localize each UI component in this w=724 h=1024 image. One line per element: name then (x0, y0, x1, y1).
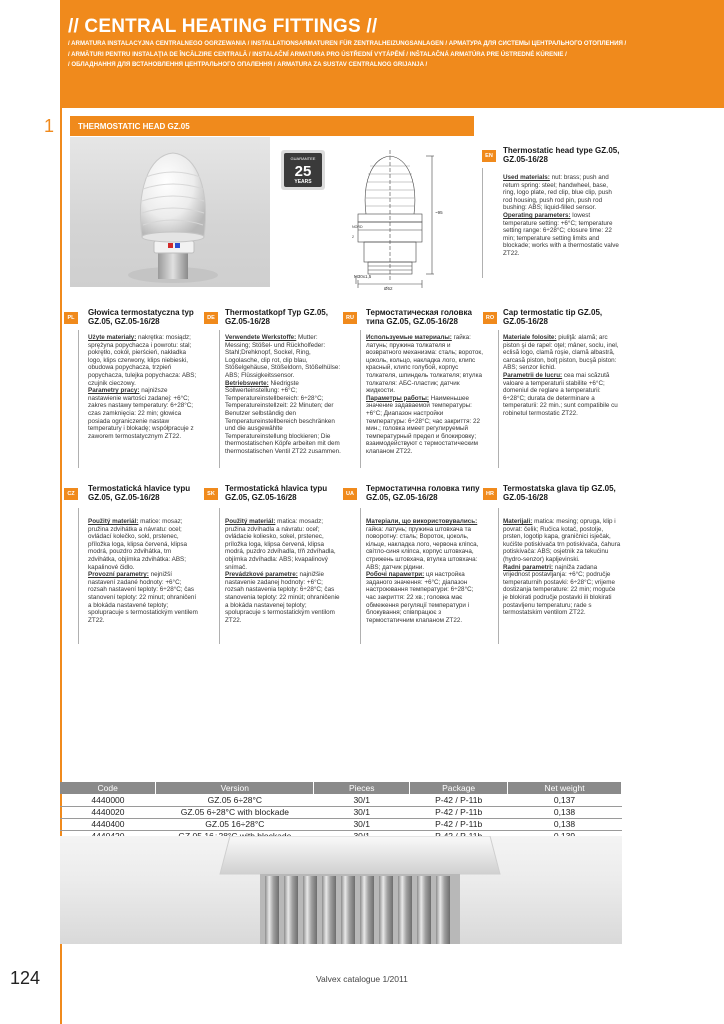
hr-materials-text: matica: mesing; opruga, klip i povrat: čelik; Ručica kotač, postolje, prsten, logotip kapa, graničnici isječak, kućište potiskivača trn potiskivača, čahura potiskivača: ABS; osjetnik za tekućinu (hydro-senzor) kapljevinski. (503, 518, 621, 563)
hr-materials-label: Materijali: (503, 518, 533, 525)
page-header (60, 0, 724, 108)
en-materials-text: nut: brass; push and return spring: steel; handwheel, base, ring, logo plate, red clip, blue clip, push rod housing, push rod pin, push rod bushing: ABS; liquid-filled sensor. (503, 174, 612, 212)
cell-package: P-42 / P-11b (410, 794, 508, 806)
drawing-mark-nord: NORD (352, 225, 363, 229)
cell-net-weight: 0,137 (508, 794, 622, 806)
ro-params-text: cea mai scăzută valoare a temperaturii stabilite +6°C; domeniul de reglare a temperaturii: 6÷28°C; durata de determinare a temperaturii: 22 min.; sunt compatibile cu robinetul termostatic ZT22. (503, 371, 618, 417)
lang-tag-sk: SK (204, 488, 218, 500)
de-body (225, 334, 343, 456)
pl-params-text: najniższe nastawienie wartości zadanej: +6°C; zakres nastawy temperatury: 6÷28°C; czas zamknięcia: 22 min; głowica posiada ograniczenie nastaw temperatury i blokadę; współpracuje z zaworem termostatycznym ZT22. (88, 387, 194, 440)
table-row (60, 806, 622, 818)
cell-code: 4440020 (60, 806, 156, 818)
ro-separator (498, 330, 499, 468)
product-photo (70, 137, 270, 287)
bottom-product-closeup (60, 836, 622, 944)
de-title: Thermostatkopf Typ GZ.05, GZ.05-16/28 (225, 308, 328, 327)
en-title: Thermostatic head type GZ.05, GZ.05-16/28 (503, 146, 620, 165)
pl-body (88, 334, 198, 440)
header-subtitle-line-2: / ARMĂTURI PENTRU INSTALAŢIA DE ÎNCĂLZIRE CENTRALĂ / INSTALAČNÍ ARMATURA PRO ÚSTŘEDNÍ VYTÁPĚNÍ / INŠTALAČNÁ ARMATÚRA PRE ÚSTREDNÉ KÚRENIE / (68, 50, 567, 58)
hr-params-text: najniža zadana vrijednost postavljanja: +6°C; područje temperaturnih postavki: 6÷28°C; vrijeme dostizanja temperature: 22 min; moguće je blokirati područje postavki ili blokirati postavljenu temperaturu; rade s termostatskim ventilom ZT22. (503, 563, 616, 617)
cell-version: GZ.05 6÷28°C (156, 794, 314, 806)
dimension-height: ~95 (435, 210, 443, 215)
sk-separator (219, 508, 220, 644)
en-params-text: lowest temperature setting: +6°C; temperature setting range: 6÷28°C; closure time: 22 min; temperature setting limits and blockade; works with a thermostatic valve ZT22. (503, 211, 619, 257)
section-title-bar (70, 116, 474, 136)
lang-tag-pl: PL (64, 312, 78, 324)
product-table (60, 782, 622, 843)
en-materials-label: Used materials: (503, 174, 550, 181)
hr-params-label: Radni parametri: (503, 563, 554, 571)
drawing-mark-2: 2 (352, 235, 354, 239)
sk-params-label: Prevádzkové parametre: (225, 571, 298, 579)
ua-materials-label: Матеріали, що використовувались: (366, 518, 478, 525)
pl-params-label: Parametry pracy: (88, 387, 140, 395)
section-title: THERMOSTATIC HEAD GZ.05 (78, 122, 190, 131)
col-header-package: Package (410, 782, 508, 794)
cz-params-label: Provozní parametry: (88, 571, 149, 579)
ru-separator (360, 330, 361, 468)
ua-params-label: Робочі параметри: (366, 571, 425, 579)
lang-tag-hr: HR (483, 488, 497, 500)
page-number: 124 (10, 968, 41, 988)
ua-separator (360, 508, 361, 644)
cz-materials-text: matice: mosaz; pružina zdvihátka a návratu: ocel; ovládací kolečko, sokl, prstenec, příložka loga, klipsa červená, klipsa modrá, pouzdro zdvihátka, trn zdvihátka, objímka zdvihátka: ABS; kapalinové čidlo. (88, 518, 188, 571)
en-params-label: Operating parameters: (503, 211, 571, 219)
col-header-version: Version (156, 782, 314, 794)
cell-pieces: 30/1 (314, 794, 410, 806)
hr-title: Termostatska glava tip GZ.05, GZ.05-16/28 (503, 484, 616, 503)
ru-materials-text: гайка: латунь; пружина толкателя и возвратного механизма: сталь; вороток, цоколь, кольцо, накладка лого, клипс красный, клипс голубой, корпус толкателя, шпиндель толкателя; втулка толкателя: АБС-пластик; датчик жидкости. (366, 334, 483, 395)
de-materials-text: Mutter: Messing; Stößel- und Rückholfeder: Stahl;Drehknopf, Sockel, Ring, Logolasche, clip rot, clip blau, Stößelgehäuse, Stößeldorn, Stößelhülse: ABS; Flüssigkeitssensor. (225, 334, 341, 379)
ro-body (503, 334, 621, 418)
badge-top-text: GUARANTEE (290, 156, 316, 161)
cz-materials-label: Použitý materiál: (88, 518, 139, 525)
cz-body (88, 518, 198, 624)
ro-title: Cap termostatic tip GZ.05, GZ.05-16/28 (503, 308, 603, 327)
en-separator (482, 168, 483, 278)
cell-net-weight: 0,138 (508, 806, 622, 818)
cell-version: GZ.05 16÷28°C (156, 818, 314, 830)
page-title: // CENTRAL HEATING FITTINGS // (68, 16, 378, 37)
cell-net-weight: 0,138 (508, 818, 622, 830)
ru-materials-label: Используемые материалы: (366, 334, 452, 341)
ro-materials-text: piuliţă: alamă; arc piston şi de rapel: oţel; mâner, soclu, inel, eclisă logo, clamă roşie, clamă albastră, carcasă piston, bolţ piston, bucşă piston: ABS; senzor lichid. (503, 334, 619, 372)
table-header-row (60, 782, 622, 794)
col-header-net-weight: Net weight (508, 782, 622, 794)
sk-body (225, 518, 343, 624)
cell-package: P-42 / P-11b (410, 818, 508, 830)
cz-separator (78, 508, 79, 644)
cell-version: GZ.05 6÷28°C with blockade (156, 806, 314, 818)
lang-tag-ro: RO (483, 312, 497, 324)
ro-materials-label: Materiale folosite: (503, 334, 557, 341)
pl-title: Głowica termostatyczna typ GZ.05, GZ.05-16/28 (88, 308, 194, 327)
lang-tag-en: EN (482, 150, 496, 162)
de-params-text: Niedrigste Sollwerteinstellung: +6°C; Temperatureinstellbereich: 6÷28°C; Temperatureinstellzeit: 22 Minuten; der Benutzer selbständig den Temperatureinstellbereich beschränken und die ausgewählte Temperatureinstellung blockieren; Die thermostatischen Köpfe arbeiten mit dem thermostatischen Ventil ZT22 zusammen. (225, 379, 341, 455)
ru-params-text: Наименьшее значение задаваемой температуры: +6°C; Диапазон настройки температуры: 6÷28°C; час закриття: 22 мин.; головка имеет регулируемый температурный предел и блокировку; взаимодействуют с термостатическим клапаном ZT22. (366, 394, 481, 455)
de-params-label: Betriebswerte: (225, 379, 269, 387)
ua-params-text: ця настройка заданого значення: +6°C; діапазон настроювання температури: 6÷28°C; час закриття: 22 хв.; головка має обмеження регуляції температури і блокування; співпрацює з термостатичним клапаном ZT22. (366, 571, 474, 624)
sk-params-text: najnižšie nastavenie zadanej hodnoty: +6°C; rozsah nastavenia teploty: 6÷28°C; čas stanovenia teploty: 22 minút; ohraničenie a blokáda nastavenej teploty; spolupracuje s termostatickým ventilom ZT22. (225, 571, 340, 624)
de-materials-label: Verwendete Werkstoffe: (225, 334, 297, 341)
dimension-diameter: Ø52 (384, 286, 393, 291)
sk-materials-text: matica: mosadz; pružina zdvíhadla a návratu: oceľ; ovládacie koliesko, sokel, prstenec, príložka loga, klipsa červená, klipsa modrá, puzdro zdvíhadla, tŕň zdvíhadla, objímka zdvíhadla: ABS; kvapalinový snímač. (225, 518, 336, 571)
section-number: 1 (44, 116, 55, 136)
technical-drawing (338, 144, 478, 292)
thermostatic-head-image (70, 137, 270, 287)
ro-params-label: Parametrii de lucru: (503, 371, 563, 379)
lang-tag-ua: UA (343, 488, 357, 500)
cell-code: 4440000 (60, 794, 156, 806)
ua-materials-text: гайка: латунь; пружина штовхача та поворотну: сталь; Вороток, цоколь, кільце, накладка лого, червона кліпса, світло-синя кліпса, корпус штовхача, стрижень штовхача, втулка штовхача: ABS; датчик рідини. (366, 525, 479, 571)
sk-materials-label: Použitý materiál: (225, 518, 276, 525)
ru-body (366, 334, 484, 456)
pl-separator (78, 330, 79, 468)
guarantee-badge (281, 150, 325, 190)
cell-code: 4440400 (60, 818, 156, 830)
cz-params-text: nejnižší nastavení zadané hodnoty: +6°C; rozsah nastavení teploty: 6÷28°C; čas stanovení teploty: 22 minut; ohraničení a blokáda nastavené teploty; spolupracuje s termostatickým ventilem ZT22. (88, 571, 198, 624)
hr-body (503, 518, 621, 617)
header-subtitle-line-1: / ARMATURA INSTALACYJNA CENTRALNEGO OGRZEWANIA / INSTALLATIONSARMATUREN FÜR ZENTRALHEIZUNGSANLAGEN / АРМАТУРА ДЛЯ СИСТЕМЫ ЦЕНТРАЛЬНОГО ОТОПЛЕНИЯ / (68, 40, 627, 47)
ua-body (366, 518, 484, 624)
ru-title: Термостатическая головка типа GZ.05, GZ.05-16/28 (366, 308, 472, 327)
ru-params-label: Параметры работы: (366, 394, 429, 402)
cell-pieces: 30/1 (314, 818, 410, 830)
catalogue-label: Valvex catalogue 1/2011 (316, 974, 408, 984)
cell-pieces: 30/1 (314, 806, 410, 818)
header-subtitle-line-3: / ОБЛАДНАННЯ ДЛЯ ВСТАНОВЛЕННЯ ЦЕНТРАЛЬНОГО ОПАЛЕННЯ / ARMATURA ZA SUSTAV CENTRALNOG GRIJANJA / (68, 61, 428, 69)
cell-package: P-42 / P-11b (410, 806, 508, 818)
pl-materials-label: Użyte materiały: (88, 334, 137, 341)
table-row (60, 818, 622, 830)
badge-bottom-text: YEARS (294, 179, 312, 185)
col-header-code: Code (60, 782, 156, 794)
col-header-pieces: Pieces (314, 782, 410, 794)
footer-accent-line (60, 945, 62, 1024)
lang-tag-cz: CZ (64, 488, 78, 500)
ua-title: Термостатична головка типу GZ.05, GZ.05-16/28 (366, 484, 480, 503)
pl-materials-text: nakrętka: mosiądz; sprężyna popychacza i powrotu: stal; pokrętło, cokół, pierścień, nakładka logo, klips czerwony, klips niebieski, obudowa popychacza, trzpień popychacza, tulejka popychacza: ABS; czujnik cieczowy. (88, 334, 197, 387)
de-separator (219, 330, 220, 468)
lang-tag-de: DE (204, 312, 218, 324)
hr-separator (498, 508, 499, 644)
table-row (60, 794, 622, 806)
sk-title: Termostatická hlavica typu GZ.05, GZ.05-16/28 (225, 484, 328, 503)
badge-number: 25 (294, 163, 312, 180)
dimension-thread: M30x1,5 (354, 274, 372, 279)
en-body (503, 174, 621, 258)
cz-title: Termostatická hlavice typu GZ.05, GZ.05-16/28 (88, 484, 191, 503)
lang-tag-ru: RU (343, 312, 357, 324)
